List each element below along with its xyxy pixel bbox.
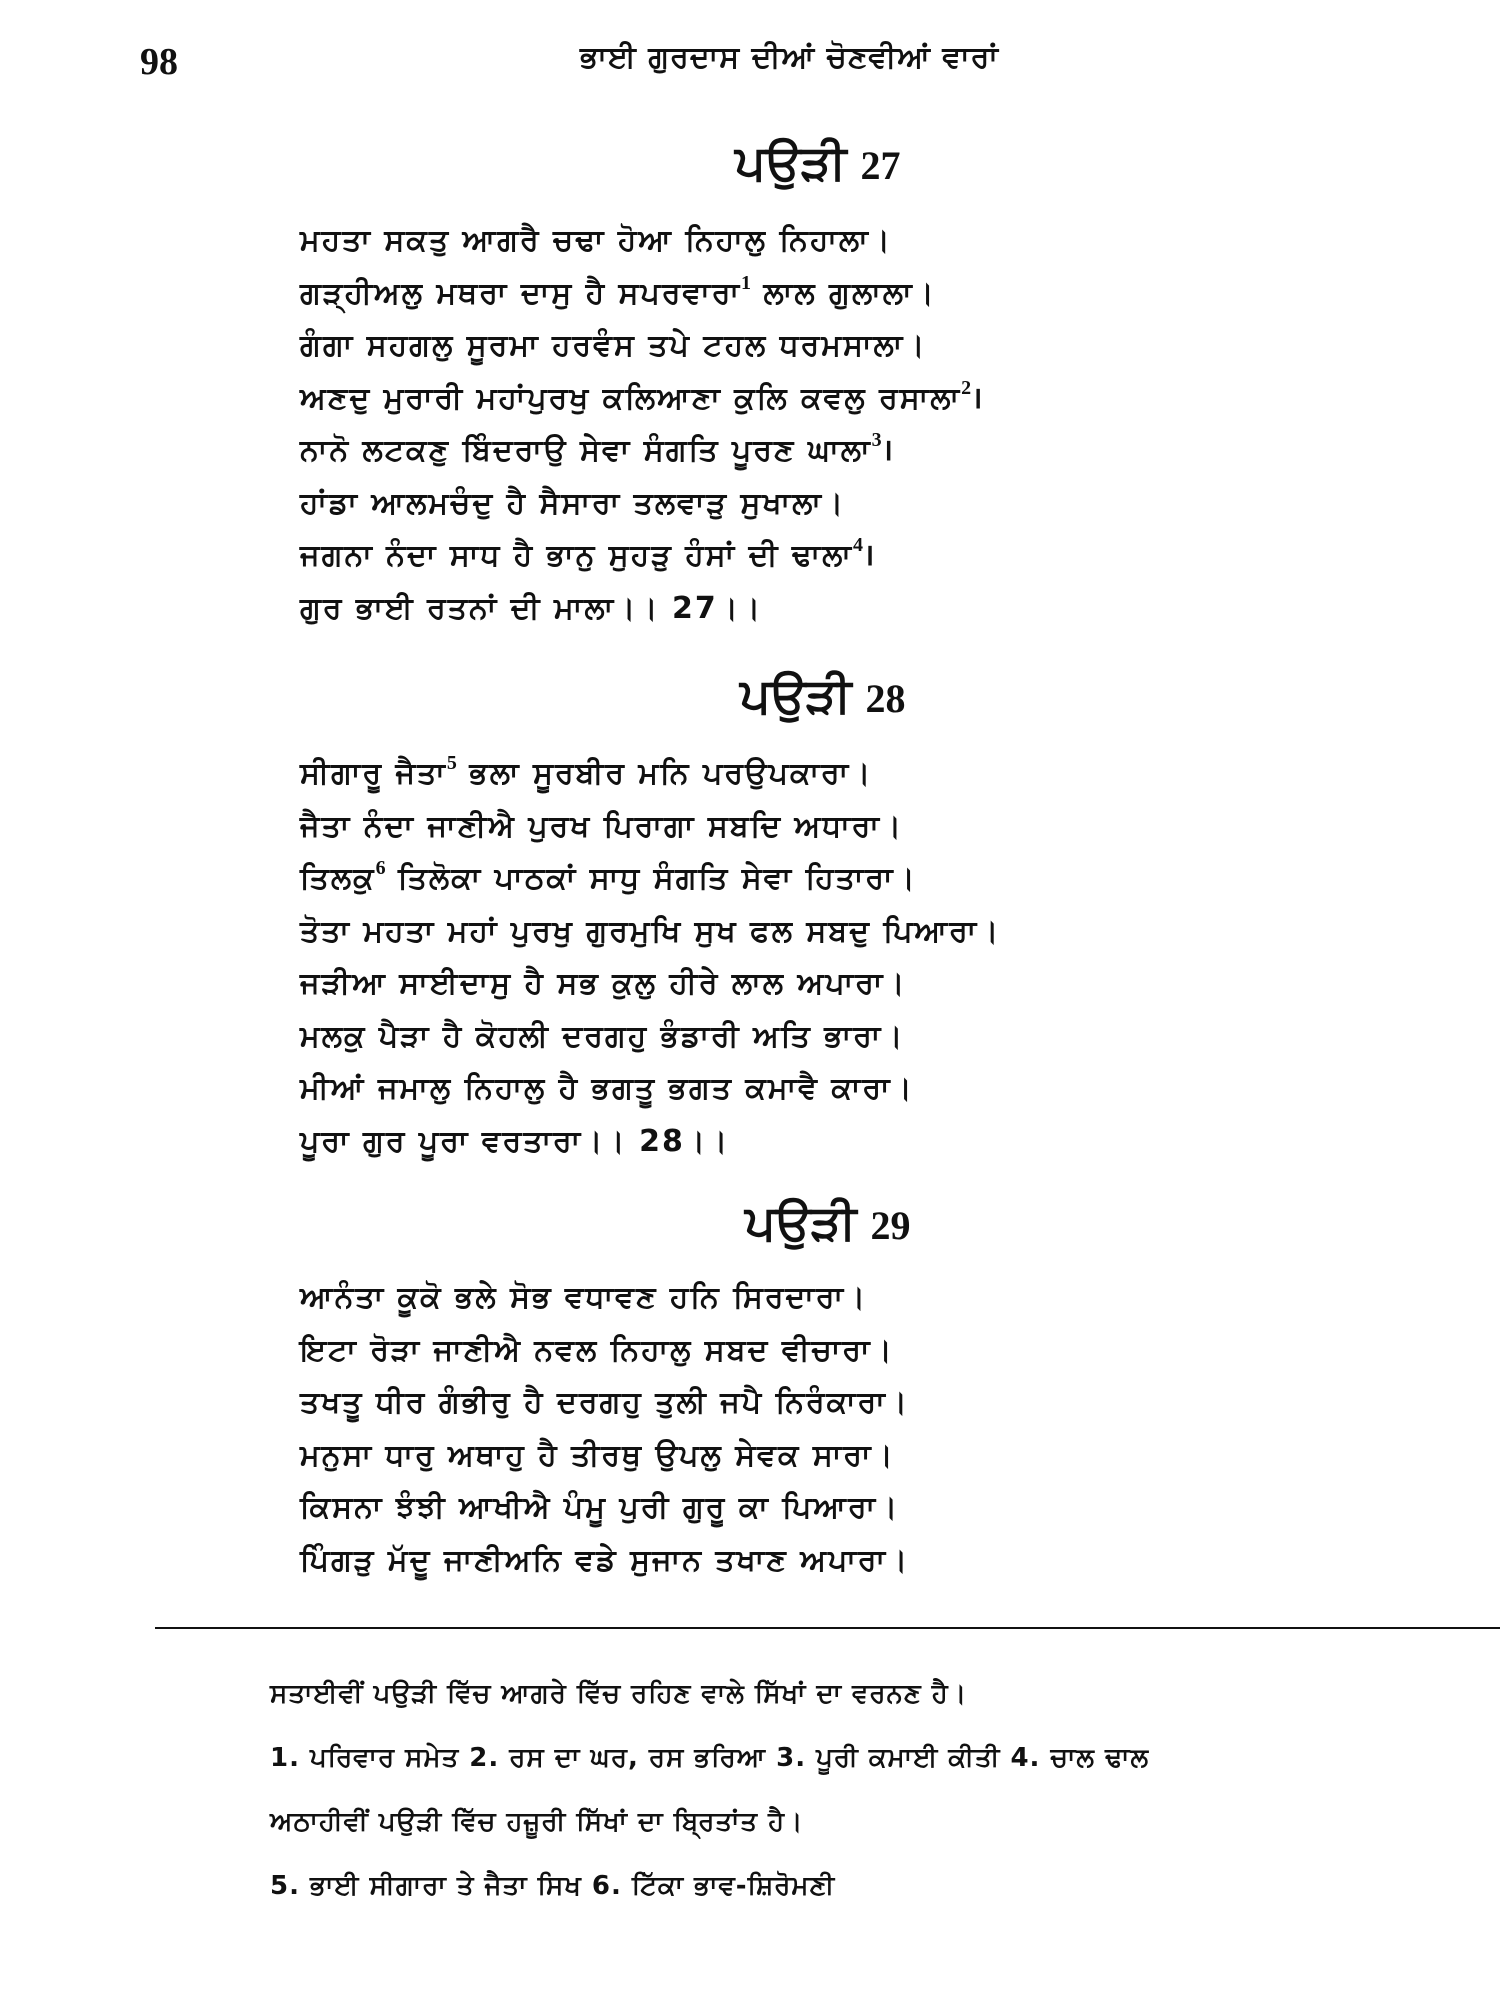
verse-line: ਜਗਨਾ ਨੰਦਾ ਸਾਧ ਹੈ ਭਾਨੁ ਸੁਹੜੁ ਹੰਸਾਂ ਦੀ ਢਾਲਾ$^4$। bbox=[300, 534, 877, 573]
verse-line: ਜੜੀਆ ਸਾਈਦਾਸੁ ਹੈ ਸਭ ਕੁਲੁ ਹੀਰੇ ਲਾਲ ਅਪਾਰਾ। bbox=[300, 966, 907, 1001]
footnote-ref: 2 bbox=[961, 376, 972, 399]
verse-line: ਅਣਦੁ ਮੁਰਾਰੀ ਮਹਾਂਪੁਰਖੁ ਕਲਿਆਣਾ ਕੁਲਿ ਕਵਲੁ ਰਸਾਲਾ$^2$। bbox=[300, 376, 985, 416]
verse-line: ਪੂਰਾ ਗੁਰ ਪੂਰਾ ਵਰਤਾਰਾ।। 28।। bbox=[300, 1123, 730, 1159]
verse-line: ਤੋਤਾ ਮਹਤਾ ਮਹਾਂ ਪੁਰਖੁ ਗੁਰਮੁਖਿ ਸੁਖ ਫਲ ਸਬਦੁ ਪਿਆਰਾ। bbox=[300, 913, 1001, 949]
stanza-27 bbox=[300, 215, 985, 635]
section-number: 29 bbox=[870, 1203, 911, 1248]
section-heading-28 bbox=[740, 668, 905, 725]
verse-line: ਮਲਕੁ ਪੈੜਾ ਹੈ ਕੋਹਲੀ ਦਰਗਹੁ ਭੰਡਾਰੀ ਅਤਿ ਭਾਰਾ। bbox=[300, 1018, 905, 1054]
running-title: ਭਾਈ ਗੁਰਦਾਸ ਦੀਆਂ ਚੋਣਵੀਆਂ ਵਾਰਾਂ bbox=[580, 40, 999, 75]
page-number: 98 bbox=[140, 41, 178, 83]
verse-line: ਸੀਗਾਰੂ ਜੈਤਾ$^5$ ਭਲਾ ਸੂਰਬੀਰ ਮਨਿ ਪਰਉਪਕਾਰਾ। bbox=[300, 752, 873, 791]
footnote-ref: 4 bbox=[852, 534, 863, 556]
section-title: ਪਉੜੀ bbox=[745, 1195, 857, 1251]
verse-line: ਹਾਂਡਾ ਆਲਮਚੰਦੁ ਹੈ ਸੈਸਾਰਾ ਤਲਵਾੜੁ ਸੁਖਾਲਾ। bbox=[300, 485, 846, 521]
verse-line: ਮਹਤਾ ਸਕਤੁ ਆਗਰੈ ਚਢਾ ਹੋਆ ਨਿਹਾਲੁ ਨਿਹਾਲਾ। bbox=[300, 223, 892, 258]
stanza-29 bbox=[300, 1272, 909, 1587]
footnote-line: ਸਤਾਈਵੀਂ ਪਉੜੀ ਵਿੱਚ ਆਗਰੇ ਵਿੱਚ ਰਹਿਣ ਵਾਲੇ ਸਿੱਖਾਂ ਦਾ ਵਰਨਣ ਹੈ। bbox=[270, 1679, 968, 1709]
footnote-ref: 3 bbox=[871, 429, 882, 451]
footnote-ref: 5 bbox=[446, 752, 457, 774]
verse-line: ਪਿੰਗੜੁ ਮੱਦੂ ਜਾਣੀਅਨਿ ਵਡੇ ਸੁਜਾਨ ਤਖਾਣ ਅਪਾਰਾ। bbox=[300, 1542, 910, 1578]
verse-line: ਤਖਤੂ ਧੀਰ ਗੰਭੀਰੁ ਹੈ ਦਰਗਹੁ ਤੁਲੀ ਜਪੈ ਨਿਰੰਕਾਰਾ। bbox=[300, 1385, 910, 1420]
footnote-divider bbox=[155, 1627, 1500, 1629]
footnote-ref: 1 bbox=[741, 271, 752, 294]
section-number: 28 bbox=[865, 676, 906, 721]
footnote-ref: 6 bbox=[375, 857, 386, 879]
verse-line: ਜੈਤਾ ਨੰਦਾ ਜਾਣੀਐ ਪੁਰਖ ਪਿਰਾਗਾ ਸਬਦਿ ਅਧਾਰਾ। bbox=[300, 808, 904, 844]
footnote-line: 1. ਪਰਿਵਾਰ ਸਮੇਤ 2. ਰਸ ਦਾ ਘਰ, ਰਸ ਭਰਿਆ 3. ਪੂਰੀ ਕਮਾਈ ਕੀਤੀ 4. ਚਾਲ ਢਾਲ bbox=[270, 1743, 1150, 1773]
section-number: 27 bbox=[860, 143, 901, 188]
stanza-28 bbox=[300, 748, 1000, 1168]
verse-line: ਨਾਨੋ ਲਟਕਣੁ ਬਿੰਦਰਾਉ ਸੇਵਾ ਸੰਗਤਿ ਪੂਰਣ ਘਾਲਾ$^3$। bbox=[300, 429, 896, 468]
footnote-line: 5. ਭਾਈ ਸੀਗਾਰਾ ਤੇ ਜੈਤਾ ਸਿਖ 6. ਟਿੱਕਾ ਭਾਵ-ਸ਼ਿਰੋਮਣੀ bbox=[270, 1871, 836, 1901]
section-title: ਪਉੜੀ bbox=[740, 668, 852, 724]
footnotes bbox=[270, 1662, 1149, 1918]
verse-line: ਗੜ੍ਹੀਅਲੁ ਮਥਰਾ ਦਾਸੁ ਹੈ ਸਪਰਵਾਰਾ$^1$ ਲਾਲ ਗੁਲਾਲਾ। bbox=[300, 271, 936, 311]
verse-line: ਆਨੰਤਾ ਕੂਕੋ ਭਲੇ ਸੋਭ ਵਧਾਵਣ ਹਨਿ ਸਿਰਦਾਰਾ। bbox=[300, 1280, 868, 1315]
verse-line: ਤਿਲਕੁ$^6$ ਤਿਲੋਕਾ ਪਾਠਕਾਂ ਸਾਧੁ ਸੰਗਤਿ ਸੇਵਾ ਹਿਤਾਰਾ। bbox=[300, 857, 917, 896]
footnote-line: ਅਠਾਹੀਵੀਂ ਪਉੜੀ ਵਿੱਚ ਹਜ਼ੂਰੀ ਸਿੱਖਾਂ ਦਾ ਬ੍ਰਿਤਾਂਤ ਹੈ। bbox=[270, 1807, 804, 1837]
verse-line: ਮਨੁਸਾ ਧਾਰੁ ਅਥਾਹੁ ਹੈ ਤੀਰਥੁ ਉਪਲੁ ਸੇਵਕ ਸਾਰਾ। bbox=[300, 1437, 895, 1473]
verse-line: ਇਟਾ ਰੋੜਾ ਜਾਣੀਐ ਨਵਲ ਨਿਹਾਲੁ ਸਬਦ ਵੀਚਾਰਾ। bbox=[300, 1332, 894, 1368]
section-heading-27 bbox=[735, 135, 900, 192]
verse-line: ਮੀਆਂ ਜਮਾਲੁ ਨਿਹਾਲੁ ਹੈ ਭਗਤੂ ਭਗਤ ਕਮਾਵੈ ਕਾਰਾ। bbox=[300, 1071, 914, 1106]
verse-line: ਗੰਗਾ ਸਹਗਲੁ ਸੂਰਮਾ ਹਰਵੰਸ ਤਪੇ ਟਹਲ ਧਰਮਸਾਲਾ। bbox=[300, 328, 927, 363]
verse-line: ਕਿਸਨਾ ਝੰਝੀ ਆਖੀਐ ਪੰਮੂ ਪੁਰੀ ਗੁਰੂ ਕਾ ਪਿਆਰਾ। bbox=[300, 1490, 900, 1525]
verse-line: ਗੁਰ ਭਾਈ ਰਤਨਾਂ ਦੀ ਮਾਲਾ।। 27।। bbox=[300, 590, 763, 626]
section-heading-29 bbox=[745, 1195, 910, 1252]
section-title: ਪਉੜੀ bbox=[735, 135, 847, 191]
